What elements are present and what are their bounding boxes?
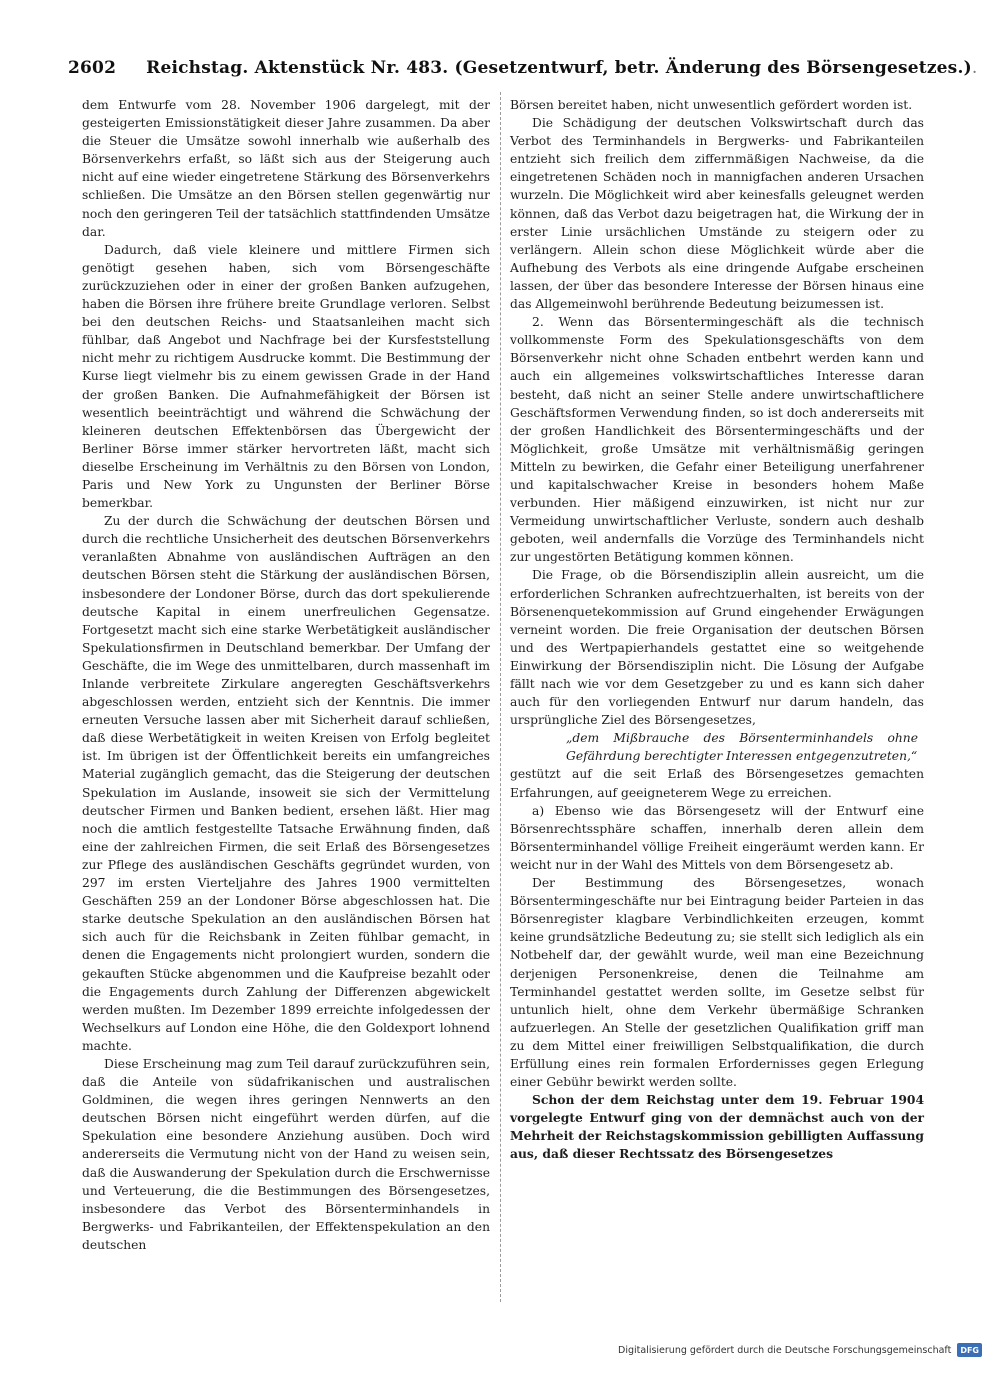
paragraph: gestützt auf die seit Erlaß des Börsengesetzes gemachten Erfahrungen, auf geeigneterem Wege zu erreichen. xyxy=(510,767,924,800)
paragraph: a) Ebenso wie das Börsengesetz will der Entwurf eine Börsenrechtssphäre schaffen, innerhalb deren allein dem Börsenterminhandel völlige Freiheit eingeräumt werden kann. Er weicht nur in der Wahl des Mittels von dem Börsengesetz ab. xyxy=(510,803,924,872)
paragraph: 2. Wenn das Börsentermingeschäft als die technisch vollkommenste Form des Spekulationsgeschäfts von dem Börsenverkehr nicht ohne Schaden entbehrt werden kann und auch ein allgemeines volkswirtschaftliches Interesse daran besteht, daß nicht an seiner Stelle andere unwirtschaftlichere Geschäftsformen Verwendung finden, so ist doch andererseits mit der großen Handlichkeit des Börsentermingeschäfts und der Möglichkeit, große Umsätze mit verhältnismäßig geringen Mitteln zu bewirken, die Gefahr einer Beteiligung unerfahrener und kapitalschwacher Kreise in besonders hohem Maße verbunden. Hier mäßigend einzuwirken, ist nicht nur zur Vermeidung unwirtschaftlicher Verluste, sondern auch deshalb geboten, weil andernfalls die Vorzüge des Terminhandels nicht zur ungestörten Betätigung kommen können. xyxy=(510,315,924,565)
left-column xyxy=(82,96,490,1254)
column-divider xyxy=(500,92,501,1302)
dfg-logo-icon: DFG xyxy=(957,1343,982,1357)
paragraph: Dadurch, daß viele kleinere und mittlere Firmen sich genötigt gesehen haben, sich vom Börsengeschäfte zurückzuziehen oder in einer der großen Banken aufzugehen, haben die Börsen ihre frühere breite Grundlage verloren. Selbst bei den deutschen Reichs- und Staatsanleihen macht sich fühlbar, daß Angebot und Nachfrage bei der Kursfeststellung nicht mehr zu richtigem Ausdrucke kommt. Die Bestimmung der Kurse liegt vielmehr bis zu einem gewissen Grade in der Hand der großen Banken. Die Aufnahmefähigkeit der Börsen ist wesentlich beeinträchtigt und während die Schwächung der kleineren deutschen Effektenbörsen das Übergewicht der Berliner Börse immer stärker hervortreten läßt, macht sich dieselbe Erscheinung im Verhältnis zu den Börsen von London, Paris und New York zu Ungunsten der Berliner Börse bemerkbar. xyxy=(82,242,490,511)
footer-credit xyxy=(618,1340,982,1360)
paragraph: Diese Erscheinung mag zum Teil darauf zurückzuführen sein, daß die Anteile von südafrikanischen und australischen Goldminen, die wegen ihres geringen Nennwerts an den deutschen Börsen nicht eingeführt werden dürfen, auf die Spekulation eine besondere Anziehung ausüben. Doch wird andererseits die Vermutung nicht von der Hand zu weisen sein, daß die Auswanderung der Spekulation durch die Erschwernisse und Verteuerung, die die Bestimmungen des Börsengesetzes, insbesondere das Verbot des Börsenterminhandels in Bergwerks- und Fabrikanteilen, der Effektenspekulation an den deutschen xyxy=(82,1056,490,1252)
page-header xyxy=(68,58,978,86)
page-number: 2602 xyxy=(68,58,117,78)
right-column xyxy=(510,96,924,1164)
paragraph: Der Bestimmung des Börsengesetzes, wonach Börsentermingeschäfte nur bei Eintragung beider Parteien in das Börsenregister klagbare Verbindlichkeiten erzeugen, kommt keine grundsätzliche Bedeutung zu; sie stellt sich lediglich als ein Notbehelf dar, der gewählt wurde, weil man eine Bezeichnung derjenigen Personenkreise, denen die Teilnahme am Terminhandel gestattet werden sollte, im Gesetze selbst für untunlich hielt, ohne dem Verkehr übermäßige Schranken aufzuerlegen. An Stelle der gesetzlichen Qualifikation griff man zu dem Mittel einer freiwilligen Selbstqualifikation, die durch Erfüllung eines rein formalen Erfordernisses gegen Erlegung einer Gebühr bewirkt werden sollte. xyxy=(510,876,924,1090)
header-mark: . xyxy=(971,58,978,78)
paragraph: Die Schädigung der deutschen Volkswirtschaft durch das Verbot des Terminhandels in Bergwerks- und Fabrikanteilen entzieht sich freilich dem ziffernmäßigen Nachweise, da die eingetretenen Schäden noch in mannigfachen anderen Ursachen wurzeln. Die Möglichkeit wird aber keinesfalls geleugnet werden können, daß das Verbot dazu beigetragen hat, die Wirkung der in erster Linie ursächlichen Umstände zu steigern oder zu verlängern. Allein schon diese Möglichkeit würde aber die Aufhebung des Verbots als eine dringende Aufgabe erscheinen lassen, der über das besondere Interesse der Börsen hinaus eine das Allgemeinwohl berührende Bedeutung beizumessen ist. xyxy=(510,116,924,312)
paragraph: Börsen bereitet haben, nicht unwesentlich gefördert worden ist. xyxy=(510,98,913,112)
paragraph: Schon der dem Reichstag unter dem 19. Februar 1904 vorgelegte Entwurf ging von der demnächst auch von der Mehrheit der Reichstagskommission gebilligten Auffassung aus, daß dieser Rechtssatz des Börsengesetzes xyxy=(510,1092,924,1162)
quotation: „dem Mißbrauche des Börsenterminhandels ohne Gefährdung berechtigter Interessen entgegenzutreten,“ xyxy=(566,731,918,764)
paragraph: Zu der durch die Schwächung der deutschen Börsen und durch die rechtliche Unsicherheit des deutschen Börsenverkehrs veranlaßten Abnahme von ausländischen Aufträgen an den deutschen Börsen steht die Stärkung der ausländischen Börsen, insbesondere der Londoner Börse, durch das dort spekulierende deutsche Kapital in einem unerfreulichen Gegensatze. Fortgesetzt macht sich eine starke Werbetätigkeit ausländischer Spekulationsfirmen in Deutschland bemerkbar. Der Umfang der Geschäfte, die im Wege des unmittelbaren, durch massenhaft im Inlande verbreitete Zirkulare angeregten Geschäftsverkehrs abgeschlossen werden, entzieht sich der Kenntnis. Die immer erneuten Versuche lassen aber mit Sicherheit darauf schließen, daß diese Werbetätigkeit in weiten Kreisen von Erfolg begleitet ist. Im übrigen ist der Öffentlichkeit bereits ein umfangreiches Material zugänglich gemacht, das die Steigerung der deutschen Spekulation im Auslande, insoweit sie sich der Vermittelung deutscher Firmen und Banken bedient, ersehen läßt. Hier mag noch die amtlich festgestellte Tatsache Erwähnung finden, daß eine der zahlreichen Firmen, die seit Erlaß des Börsengesetzes zur Pflege des ausländischen Geschäfts gegründet wurden, von 297 im ersten Vierteljahre des Jahres 1900 vermittelten Geschäften 259 an der Londoner Börse abgeschlossen hat. Die starke deutsche Spekulation an den ausländischen Börsen hat sich auch für die Reichsbank in Zeiten fühlbar gemacht, in denen die Engagements nicht prolongiert wurden, sondern die gekauften Stücke abgenommen und die Kaufpreise bezahlt oder die Engagements durch Zahlung der Differenzen abgewickelt werden mußten. Im Dezember 1899 erreichte infolgedessen der Wechselkurs auf London eine Höhe, die den Goldexport lohnend machte. xyxy=(82,514,490,1053)
running-title: Reichstag. Aktenstück Nr. 483. (Gesetzentwurf, betr. Änderung des Börsengesetzes.) xyxy=(146,58,972,78)
footer-text: Digitalisierung gefördert durch die Deutsche Forschungsgemeinschaft xyxy=(618,1344,952,1356)
paragraph: dem Entwurfe vom 28. November 1906 dargelegt, mit der gesteigerten Emissionstätigkeit dieser Jahre zusammen. Da aber die Steuer die Umsätze sowohl innerhalb wie außerhalb des Börsenverkehrs erfaßt, so läßt sich aus der Steigerung auch nicht auf eine wieder eingetretene Stärkung des Börsenverkehrs schließen. Die Umsätze an den Börsen stellen gegenwärtig nur noch den geringeren Teil der tatsächlich stattfindenden Umsätze dar. xyxy=(82,98,490,239)
paragraph: Die Frage, ob die Börsendisziplin allein ausreicht, um die erforderlichen Schranken aufrechtzuerhalten, ist bereits von der Börsenenquetekommission auf Grund eingehender Erwägungen verneint worden. Die freie Organisation der deutschen Börsen und des Wertpapierhandels gestattet eine so weitgehende Einwirkung der Börsendisziplin nicht. Die Lösung der Aufgabe fällt nach wie vor dem Gesetzgeber zu und es kann sich daher auch für den vorliegenden Entwurf nur darum handeln, das ursprüngliche Ziel des Börsengesetzes, xyxy=(510,568,924,728)
